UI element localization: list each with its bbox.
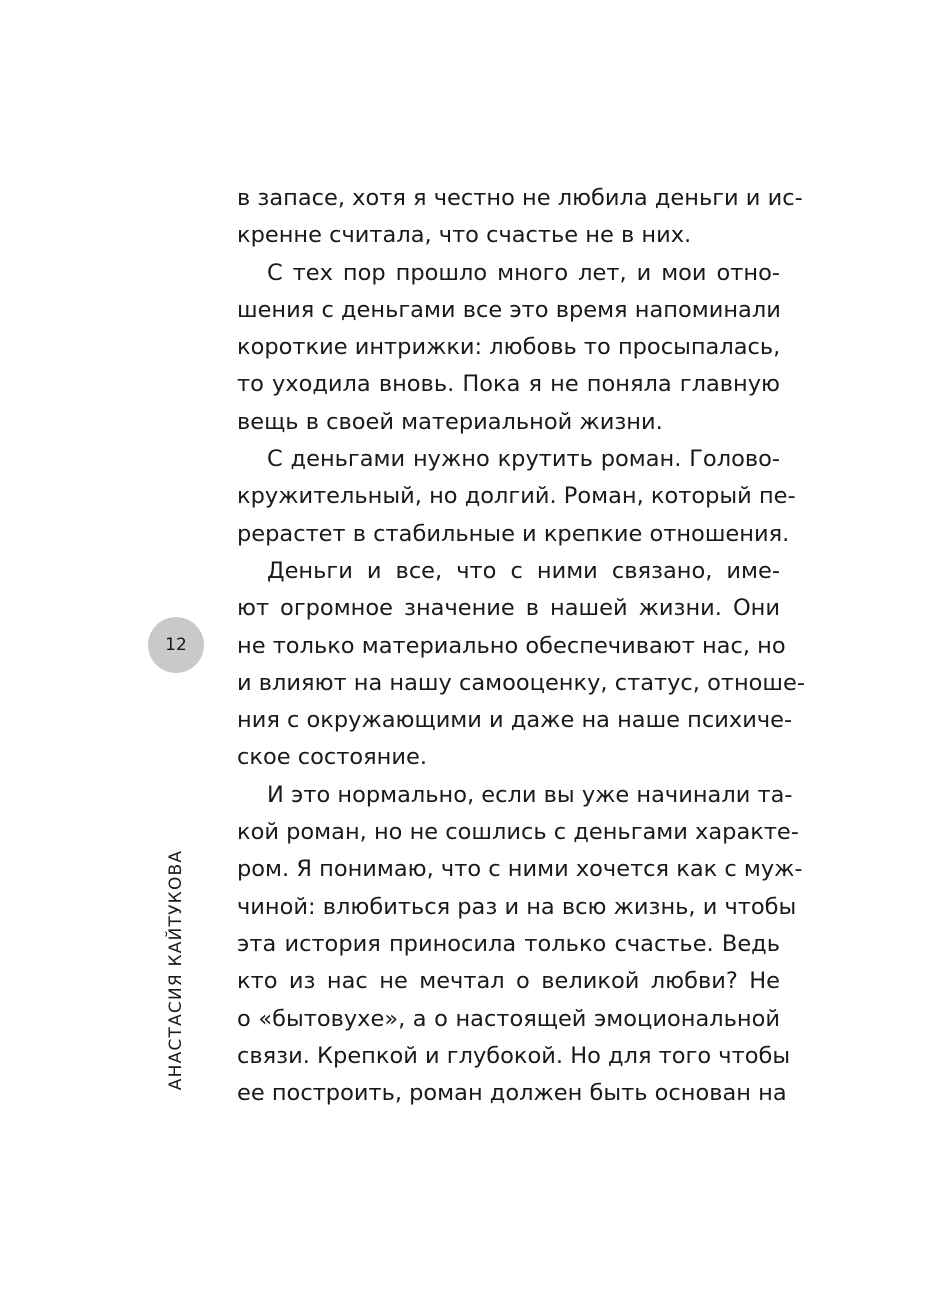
body-text — [237, 180, 805, 1112]
text-line: и влияют на нашу самооценку, статус, отноше- — [237, 669, 805, 696]
text-line: связи. Крепкой и глубокой. Но для того чтобы — [237, 1042, 791, 1069]
text-line: ют огромное значение в нашей жизни. Они — [237, 595, 780, 622]
paragraph-start-line: Деньги и все, что с ними связано, име- — [267, 557, 780, 584]
page-number-badge — [148, 617, 204, 673]
paragraph-start-line: И это нормально, если вы уже начинали та- — [267, 781, 793, 808]
paragraph-start-line: С деньгами нужно крутить роман. Голово- — [267, 446, 780, 473]
text-line: то уходила вновь. Пока я не поняла главную — [237, 371, 780, 398]
text-line: кто из нас не мечтал о великой любви? Не — [237, 968, 780, 995]
text-line: ское состояние. — [237, 744, 427, 771]
text-line: чиной: влюбиться раз и на всю жизнь, и чтобы — [237, 893, 797, 920]
paragraph-start-line: С тех пор прошло много лет, и мои отно- — [267, 259, 780, 286]
running-head-author: АНАСТАСИЯ КАЙТУКОВА — [166, 849, 186, 1091]
text-line: не только материально обеспечивают нас, но — [237, 632, 786, 659]
text-line: рерастет в стабильные и крепкие отношения. — [237, 520, 790, 547]
text-line: эта история приносила только счастье. Ведь — [237, 930, 780, 957]
text-line: в запасе, хотя я честно не любила деньги и ис- — [237, 185, 803, 211]
text-line: ее построить, роман должен быть основан на — [237, 1080, 787, 1107]
text-line: кружительный, но долгий. Роман, который пе- — [237, 483, 796, 510]
text-line: кой роман, но не сошлись с деньгами характе- — [237, 819, 799, 846]
page-number: 12 — [165, 635, 187, 655]
text-line: вещь в своей материальной жизни. — [237, 408, 663, 435]
text-line: ния с окружающими и даже на наше психиче- — [237, 707, 793, 734]
text-line: о «бытовухе», а о настоящей эмоциональной — [237, 1005, 780, 1032]
text-line: ром. Я понимаю, что с ними хочется как с муж- — [237, 856, 803, 883]
text-line: шения с деньгами все это время напоминали — [237, 296, 781, 323]
text-line: короткие интрижки: любовь то просыпалась, — [237, 334, 781, 361]
text-line: кренне считала, что счастье не в них. — [237, 222, 692, 249]
